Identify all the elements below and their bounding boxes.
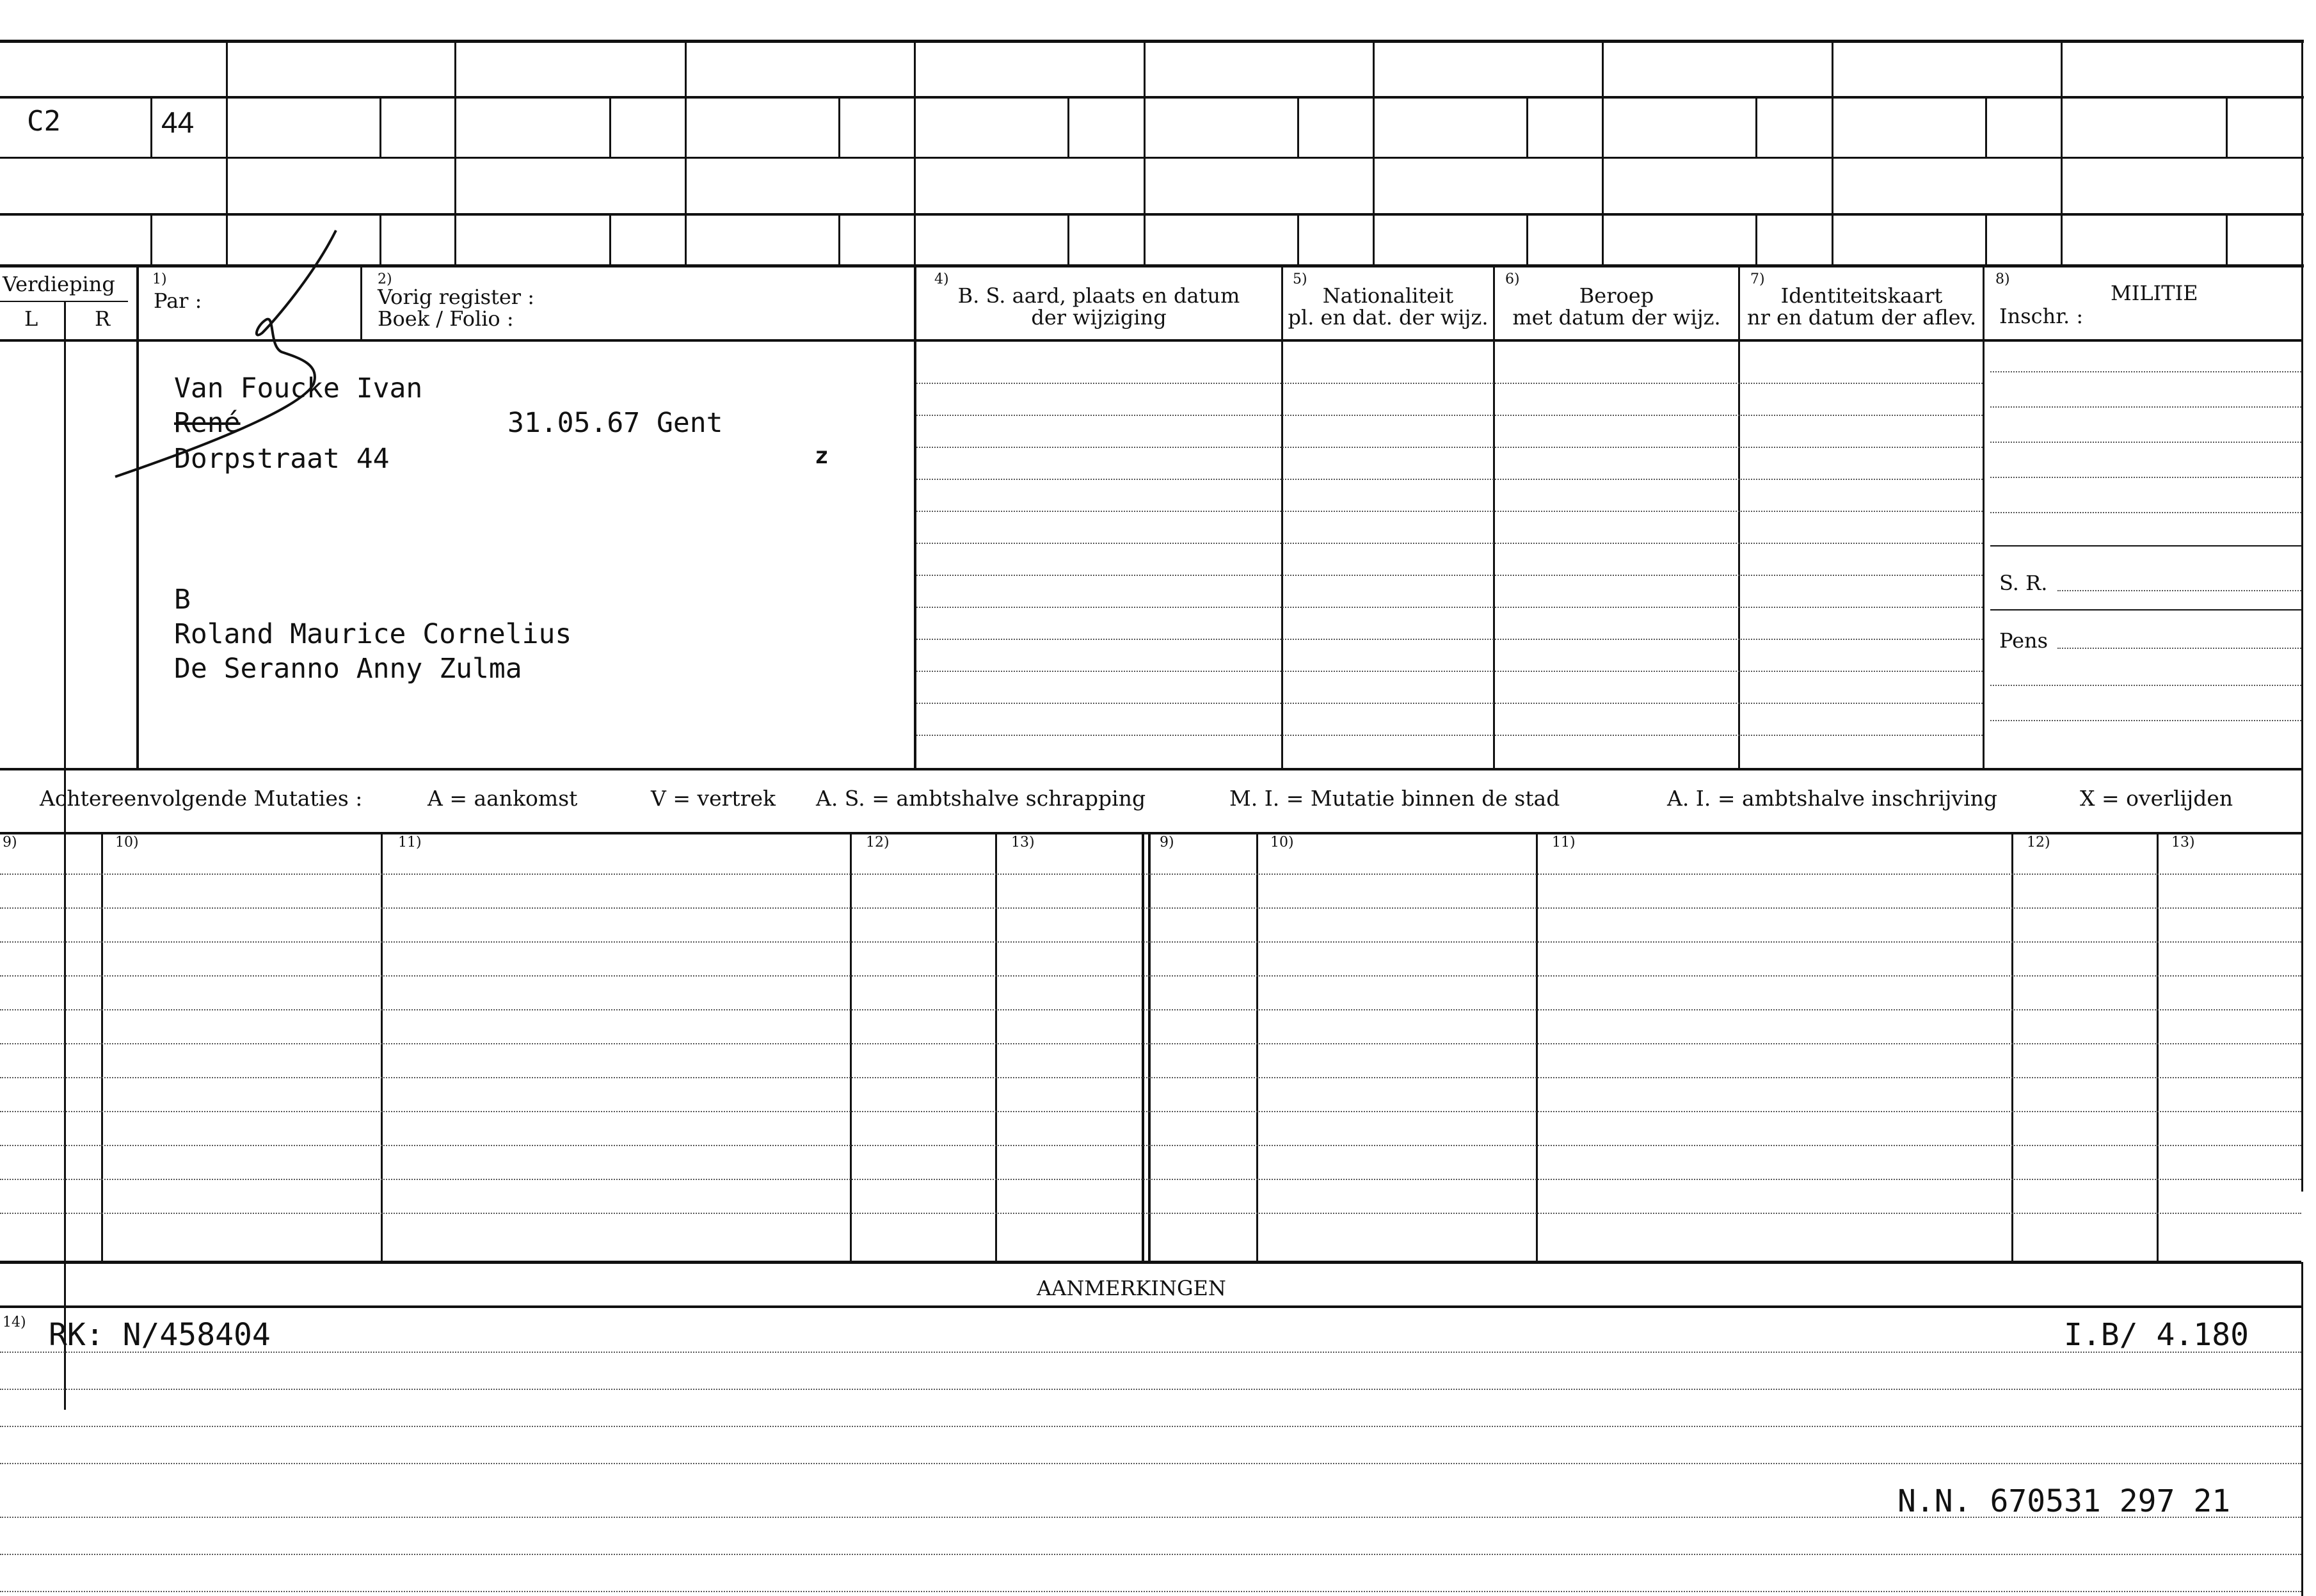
field-number-6: 6) (1505, 271, 1520, 287)
mutaties-title: Achtereenvolgende Mutaties : (40, 786, 363, 811)
field-number-1: 1) (152, 271, 167, 287)
mut-col-line (995, 832, 997, 1262)
mut-col-10b: 10) (1270, 834, 1294, 850)
verdieping-label: Verdieping (3, 272, 115, 296)
ib-number: I.B/ 4.180 (2064, 1317, 2249, 1353)
mut-col-line (2157, 832, 2159, 1262)
sr-dotted-line (2057, 590, 2301, 591)
beroep-line1: Beroep (1579, 283, 1654, 308)
person-address: Dorpstraat 44 (174, 443, 390, 475)
mut-col-13: 13) (1011, 834, 1035, 850)
top-grid-vline (1602, 40, 1604, 267)
mut-ruled-line (0, 1009, 2301, 1010)
militie-dotted-line (1990, 477, 2301, 478)
mut-col-line (850, 832, 852, 1262)
ruled-line (916, 543, 1983, 544)
mut-ruled-line (0, 1111, 2301, 1112)
top-grid-tick (2226, 96, 2228, 157)
top-grid-tick (1297, 96, 1299, 157)
top-grid-tick (1985, 213, 1987, 266)
top-grid-tick (1526, 213, 1528, 266)
nationaliteit-line1: Nationaliteit (1322, 283, 1454, 308)
pen-strike-mark (109, 224, 365, 480)
right-border (2301, 40, 2303, 1192)
militie-label: MILITIE (2111, 281, 2198, 305)
top-grid-tick (379, 213, 381, 266)
ruled-line (916, 575, 1983, 576)
mut-ruled-line (0, 874, 2301, 875)
sr-label: S. R. (1999, 571, 2048, 595)
militie-dotted-line (1990, 512, 2301, 513)
col-l-label: L (24, 307, 38, 331)
mutatie-as: A. S. = ambtshalve schrapping (816, 786, 1146, 811)
ruled-line (916, 415, 1983, 416)
top-grid-tick (609, 213, 611, 266)
mut-ruled-line (0, 1213, 2301, 1214)
ruled-line (916, 735, 1983, 736)
col-nat-left (1281, 267, 1283, 769)
mother-name: De Seranno Anny Zulma (174, 653, 522, 685)
field-number-8: 8) (1995, 271, 2010, 287)
col-lr-divider (64, 301, 66, 1410)
mut-col-line (1148, 832, 1151, 1262)
top-border (0, 40, 2304, 43)
mutatie-x: X = overlijden (2080, 786, 2233, 811)
col-bs-left (914, 267, 916, 769)
top-grid-tick (379, 96, 381, 157)
identiteitskaart-line2: nr en datum der aflev. (1746, 305, 1977, 330)
mut-ruled-line (0, 1043, 2301, 1044)
ruled-line (916, 703, 1983, 704)
nn-number: N.N. 670531 297 21 (1897, 1483, 2231, 1519)
mutaties-table-bottom (0, 1261, 2301, 1264)
col-id-left (1738, 267, 1740, 769)
top-grid-tick (1985, 96, 1987, 157)
mut-col-13b: 13) (2171, 834, 2195, 850)
mut-ruled-line (0, 975, 2301, 977)
bs-label-line2: der wijziging (1031, 305, 1167, 330)
field-number-2: 2) (378, 271, 392, 287)
top-grid-vline (1373, 40, 1375, 267)
pens-dotted-line (2057, 648, 2301, 649)
mut-col-9b: 9) (1160, 834, 1174, 850)
vorig-register-label: Vorig register : (378, 285, 535, 309)
remark-ruled-line (0, 1426, 2301, 1427)
mut-ruled-line (0, 907, 2301, 909)
mut-col-11: 11) (398, 834, 422, 850)
remark-ruled-line (0, 1463, 2301, 1464)
ruled-line (916, 639, 1983, 640)
militie-dotted-line (1990, 685, 2301, 686)
mut-col-11b: 11) (1552, 834, 1576, 850)
remark-ruled-line (0, 1389, 2301, 1390)
aanmerkingen-top (0, 1305, 2301, 1308)
parents-label: B (174, 584, 191, 616)
top-grid-tick (2226, 213, 2228, 266)
person-name-line1: Van Foucke Ivan (174, 372, 423, 404)
mut-col-12: 12) (866, 834, 890, 850)
ruled-line (916, 447, 1983, 448)
beroep-line2: met datum der wijz. (1512, 305, 1721, 330)
top-grid-vline (914, 40, 916, 267)
top-grid-tick (609, 96, 611, 157)
militie-dotted-line (1990, 442, 2301, 443)
ruled-line (916, 607, 1983, 608)
remark-ruled-line (0, 1591, 2301, 1592)
aanmerkingen-title: AANMERKINGEN (1037, 1276, 1226, 1300)
mut-col-line (1142, 832, 1144, 1262)
top-grid-tick (150, 96, 152, 157)
ruled-line (916, 671, 1983, 672)
main-section-bottom (0, 768, 2301, 770)
top-grid-tick (1067, 213, 1069, 266)
top-grid-vline (2061, 40, 2063, 267)
mut-col-line (1536, 832, 1538, 1262)
mutatie-ai: A. I. = ambtshalve inschrijving (1667, 786, 1998, 811)
top-grid-tick (838, 96, 840, 157)
mut-ruled-line (0, 1179, 2301, 1180)
militie-dotted-line (1990, 406, 2301, 408)
militie-dotted-line (1990, 371, 2301, 372)
mut-col-10: 10) (115, 834, 139, 850)
col-beroep-left (1493, 267, 1495, 769)
person-mark: z (815, 443, 829, 469)
field-number-7: 7) (1750, 271, 1765, 287)
remark-ruled-line (0, 1352, 2301, 1353)
pens-label: Pens (1999, 628, 2048, 653)
top-grid-tick (1755, 96, 1757, 157)
top-grid-vline (454, 40, 456, 267)
ruled-line (916, 479, 1983, 480)
mut-ruled-line (0, 1077, 2301, 1078)
field-number-14: 14) (3, 1314, 26, 1330)
top-grid-tick (1526, 96, 1528, 157)
top-grid-line (0, 157, 2304, 159)
col-militie-left (1983, 267, 1985, 769)
bs-label-line1: B. S. aard, plaats en datum (957, 283, 1240, 308)
mutaties-table-top (0, 832, 2301, 834)
col-r-label: R (95, 307, 111, 331)
mut-col-line (101, 832, 103, 1262)
top-grid-vline (1832, 40, 1833, 267)
remark-ruled-line (0, 1517, 2301, 1518)
top-grid-line (0, 96, 2304, 99)
ruled-line (916, 511, 1983, 512)
militie-separator (1990, 545, 2301, 547)
identiteitskaart-line1: Identiteitskaart (1780, 283, 1943, 308)
militie-separator (1990, 609, 2301, 610)
nationaliteit-line2: pl. en dat. der wijz. (1288, 305, 1489, 330)
boek-folio-label: Boek / Folio : (378, 307, 514, 331)
top-grid-line (0, 213, 2304, 216)
top-grid-tick (838, 213, 840, 266)
person-birth: 31.05.67 Gent (507, 407, 723, 439)
person-name-line2: René (174, 407, 241, 439)
mut-col-line (2011, 832, 2013, 1262)
top-grid-tick (1755, 213, 1757, 266)
field-number-5: 5) (1293, 271, 1307, 287)
top-grid-vline (1144, 40, 1146, 267)
field-number-4: 4) (934, 271, 949, 287)
ruled-line (916, 383, 1983, 384)
militie-dotted-line (1990, 720, 2301, 721)
top-grid-vline (685, 40, 687, 267)
top-grid-number: 44 (161, 106, 195, 139)
top-grid-tick (1297, 213, 1299, 266)
top-grid-tick (1067, 96, 1069, 157)
top-grid-code: C2 (27, 105, 61, 138)
rk-number: RK: N/458404 (49, 1317, 271, 1353)
mut-col-line (381, 832, 383, 1262)
remark-ruled-line (0, 1554, 2301, 1555)
mut-col-line (1256, 832, 1258, 1262)
mut-ruled-line (0, 1145, 2301, 1146)
par-label: Par : (154, 289, 202, 313)
mut-ruled-line (0, 941, 2301, 943)
mut-col-12b: 12) (2027, 834, 2050, 850)
mutatie-a: A = aankomst (427, 786, 578, 811)
inschr-label: Inschr. : (1999, 304, 2084, 328)
mutatie-mi: M. I. = Mutatie binnen de stad (1229, 786, 1560, 811)
mutatie-v: V = vertrek (651, 786, 776, 811)
mut-col-9: 9) (3, 834, 17, 850)
right-border-lower (2301, 1262, 2303, 1596)
father-name: Roland Maurice Cornelius (174, 618, 572, 650)
